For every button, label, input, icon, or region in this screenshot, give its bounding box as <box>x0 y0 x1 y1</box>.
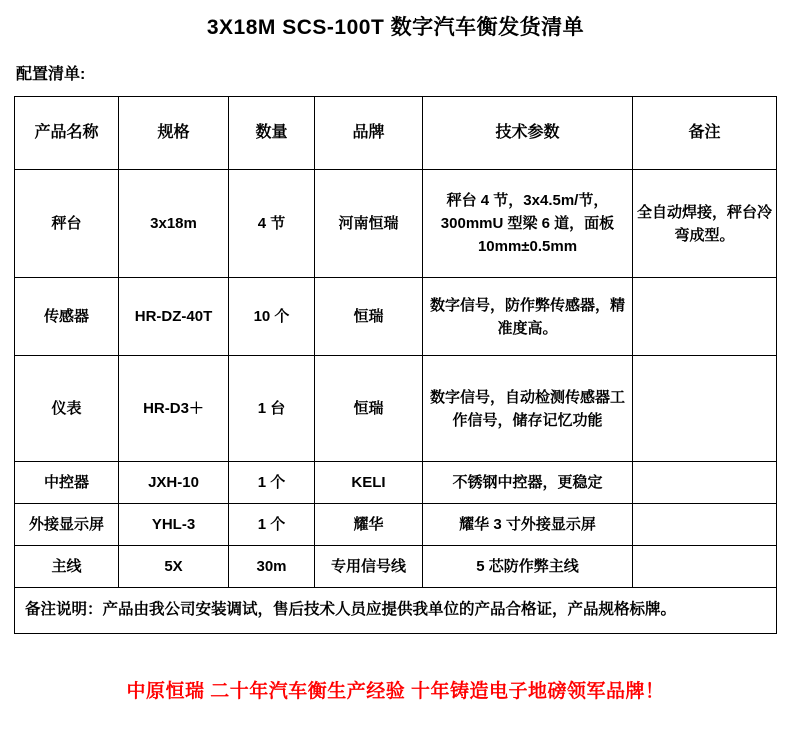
table-note-row <box>15 588 777 634</box>
cell-quantity: 1 个 <box>229 504 315 546</box>
cell-product-name: 中控器 <box>15 462 119 504</box>
cell-quantity: 4 节 <box>229 170 315 278</box>
cell-brand: 耀华 <box>315 504 423 546</box>
cell-product-name: 外接显示屏 <box>15 504 119 546</box>
column-header-brand: 品牌 <box>315 97 423 170</box>
cell-remark: 全自动焊接，秤台冷弯成型。 <box>633 170 777 278</box>
column-header-remark: 备注 <box>633 97 777 170</box>
configuration-table <box>14 96 777 634</box>
table-row <box>15 278 777 356</box>
column-header-spec: 规格 <box>119 97 229 170</box>
cell-brand: 河南恒瑞 <box>315 170 423 278</box>
table-row <box>15 462 777 504</box>
cell-remark <box>633 504 777 546</box>
cell-brand: KELI <box>315 462 423 504</box>
cell-remark <box>633 462 777 504</box>
cell-quantity: 1 台 <box>229 356 315 462</box>
cell-brand: 恒瑞 <box>315 278 423 356</box>
cell-remark <box>633 356 777 462</box>
cell-tech: 5 芯防作弊主线 <box>423 546 633 588</box>
cell-product-name: 秤台 <box>15 170 119 278</box>
cell-remark <box>633 546 777 588</box>
section-label: 配置清单: <box>16 66 86 84</box>
cell-spec: 3x18m <box>119 170 229 278</box>
cell-product-name: 传感器 <box>15 278 119 356</box>
cell-note: 备注说明：产品由我公司安装调试，售后技术人员应提供我单位的产品合格证，产品规格标牌。 <box>15 588 777 634</box>
cell-spec: 5X <box>119 546 229 588</box>
cell-tech: 数字信号，自动检测传感器工作信号，储存记忆功能 <box>423 356 633 462</box>
column-header-quantity: 数量 <box>229 97 315 170</box>
cell-tech: 不锈钢中控器，更稳定 <box>423 462 633 504</box>
cell-tech: 耀华 3 寸外接显示屏 <box>423 504 633 546</box>
footer-slogan: 中原恒瑞 二十年汽车衡生产经验 十年铸造电子地磅领军品牌！ <box>126 681 665 703</box>
cell-spec: JXH-10 <box>119 462 229 504</box>
cell-spec: HR-DZ-40T <box>119 278 229 356</box>
cell-quantity: 10 个 <box>229 278 315 356</box>
cell-spec: HR-D3＋ <box>119 356 229 462</box>
cell-tech: 数字信号，防作弊传感器，精准度高。 <box>423 278 633 356</box>
column-header-tech: 技术参数 <box>423 97 633 170</box>
page-title: 3X18M SCS-100T 数字汽车衡发货清单 <box>206 16 585 39</box>
cell-brand: 恒瑞 <box>315 356 423 462</box>
document-page <box>0 14 791 732</box>
cell-product-name: 仪表 <box>15 356 119 462</box>
cell-product-name: 主线 <box>15 546 119 588</box>
table-row <box>15 170 777 278</box>
cell-tech: 秤台 4 节，3x4.5m/节，300mmU 型梁 6 道，面板 10mm±0.5mm <box>423 170 633 278</box>
cell-remark <box>633 278 777 356</box>
cell-quantity: 30m <box>229 546 315 588</box>
cell-spec: YHL-3 <box>119 504 229 546</box>
cell-brand: 专用信号线 <box>315 546 423 588</box>
table-row <box>15 546 777 588</box>
table-row <box>15 504 777 546</box>
table-row <box>15 356 777 462</box>
cell-quantity: 1 个 <box>229 462 315 504</box>
table-header-row <box>15 97 777 170</box>
column-header-name: 产品名称 <box>15 97 119 170</box>
